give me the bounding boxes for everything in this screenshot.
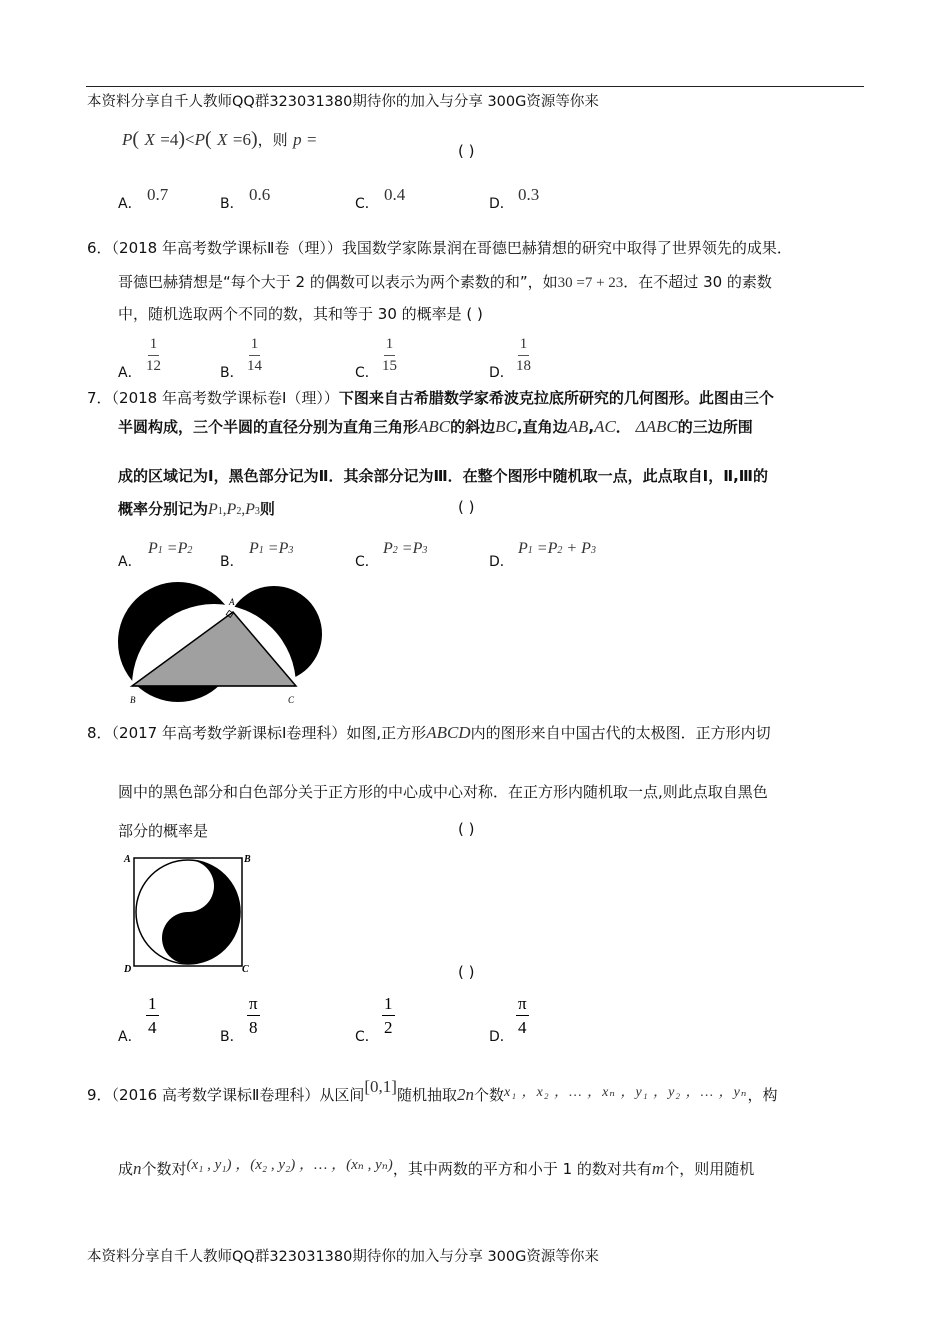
q8-option-d: D． (489, 1029, 514, 1045)
q7-line-4: 概率分别记为P1,P2,P3则 (118, 500, 275, 518)
q5-option-a-value: 0.7 (147, 185, 169, 204)
q8-answer-paren-1: ( ) (458, 820, 475, 838)
q8-option-b-frac: $\frac{\pi}{8}$ (249, 994, 258, 1037)
q6-option-a: A． (118, 365, 142, 381)
q8-option-b: B． (220, 1029, 244, 1045)
q7-line-1: 7．（2018 年高考数学课标卷Ⅰ（理））下图来自古希腊数学家希波克拉底所研究的几何图形。此图由三个 (87, 389, 774, 407)
label-d: D (124, 964, 132, 975)
taiji-black-dot (183, 933, 193, 943)
taiji-white-dot (183, 881, 193, 891)
q8-option-c: C． (355, 1029, 379, 1045)
q6-line-2: 哥德巴赫猜想是“每个大于 2 的偶数可以表示为两个素数的和”，如30 =7 + 23．在不超过 30 的素数 (118, 273, 772, 291)
q8-taiji-figure (120, 848, 260, 978)
q8-option-d-frac: $\frac{\pi}{4}$ (518, 994, 527, 1037)
q5-option-b: B． (220, 196, 244, 212)
q7-option-a-math: P1 =P2 (148, 540, 193, 557)
q9-line-1: 9．（2016 高考数学课标Ⅱ卷理科）从区间[0,1]随机抽取2n个数x₁ ，x₂ ，… ，xₙ ，y₁ ，y₂ ，… ，yₙ，构 (87, 1077, 778, 1104)
label-b: B (130, 695, 136, 705)
q5-option-d-value: 0.3 (518, 185, 540, 204)
q5-option-b-value: 0.6 (249, 185, 271, 204)
q7-line-3: 成的区域记为Ⅰ，黑色部分记为Ⅱ．其余部分记为Ⅲ．在整个图形中随机取一点，此点取自Ⅰ，Ⅱ,Ⅲ的 (118, 467, 768, 485)
q7-option-d-math: P1 =P2 + P3 (518, 540, 596, 557)
label-c: C (242, 964, 249, 975)
q8-option-c-frac: $\frac{1}{2}$ (384, 994, 393, 1037)
label-b: B (244, 854, 251, 865)
label-a: A (229, 597, 235, 607)
q6-option-c-frac: $\frac{1}{15}$ (382, 336, 397, 374)
header-rule (86, 86, 864, 87)
q5-option-a: A． (118, 196, 142, 212)
q6-option-d: D． (489, 365, 514, 381)
q5-option-d: D． (489, 196, 514, 212)
q8-line-1: 8．（2017 年高考数学新课标Ⅰ卷理科）如图,正方形ABCD内的图形来自中国古代的太极图．正方形内切 (87, 723, 771, 742)
q7-hippocrates-figure (110, 582, 325, 710)
q7-option-d: D． (489, 554, 514, 570)
q8-line-2: 圆中的黑色部分和白色部分关于正方形的中心成中心对称．在正方形内随机取一点,则此点取自黑色 (118, 783, 768, 801)
page-footer: 本资料分享自千人教师QQ群323031380期待你的加入与分享 300G资源等你来 (87, 1249, 599, 1265)
q6-line-1: 6．（2018 年高考数学课标Ⅱ卷（理））我国数学家陈景润在哥德巴赫猜想的研究中取得了世界领先的成果． (87, 239, 792, 257)
q8-answer-paren-2: ( ) (458, 963, 475, 981)
q7-option-b: B． (220, 554, 244, 570)
q5-option-c-value: 0.4 (384, 185, 406, 204)
q5-expression: P( X =4)<P( X =6)，则 p = (122, 128, 317, 150)
q6-line-3: 中，随机选取两个不同的数，其和等于 30 的概率是 ( ) (118, 305, 483, 323)
q6-option-b: B． (220, 365, 244, 381)
q7-option-c: C． (355, 554, 379, 570)
q6-option-a-frac: $\frac{1}{12}$ (146, 336, 161, 374)
q7-option-a: A． (118, 554, 142, 570)
q7-answer-paren: ( ) (458, 498, 475, 516)
q7-line-2: 半圆构成，三个半圆的直径分别为直角三角形ABC的斜边BC,直角边AB,AC． ΔABC的三边所围 (118, 417, 753, 436)
q8-option-a: A． (118, 1029, 142, 1045)
q8-line-3: 部分的概率是 (118, 822, 209, 840)
page-header: 本资料分享自千人教师QQ群323031380期待你的加入与分享 300G资源等你来 (87, 94, 599, 110)
q6-option-d-frac: $\frac{1}{18}$ (516, 336, 531, 374)
q7-option-c-math: P2 =P3 (383, 540, 428, 557)
q7-option-b-math: P1 =P3 (249, 540, 294, 557)
q8-option-a-frac: $\frac{1}{4}$ (148, 994, 157, 1037)
q6-option-c: C． (355, 365, 379, 381)
label-a: A (124, 854, 131, 865)
q9-line-2: 成n个数对(x₁ , y₁) ，(x₂ , y₂) ，… ，(xₙ , yₙ)，其中两数的平方和小于 1 的数对共有m个，则用随机 (118, 1157, 755, 1178)
label-c: C (288, 695, 295, 705)
q5-answer-paren: ( ) (458, 142, 475, 160)
q6-option-b-frac: $\frac{1}{14}$ (247, 336, 262, 374)
q5-option-c: C． (355, 196, 379, 212)
